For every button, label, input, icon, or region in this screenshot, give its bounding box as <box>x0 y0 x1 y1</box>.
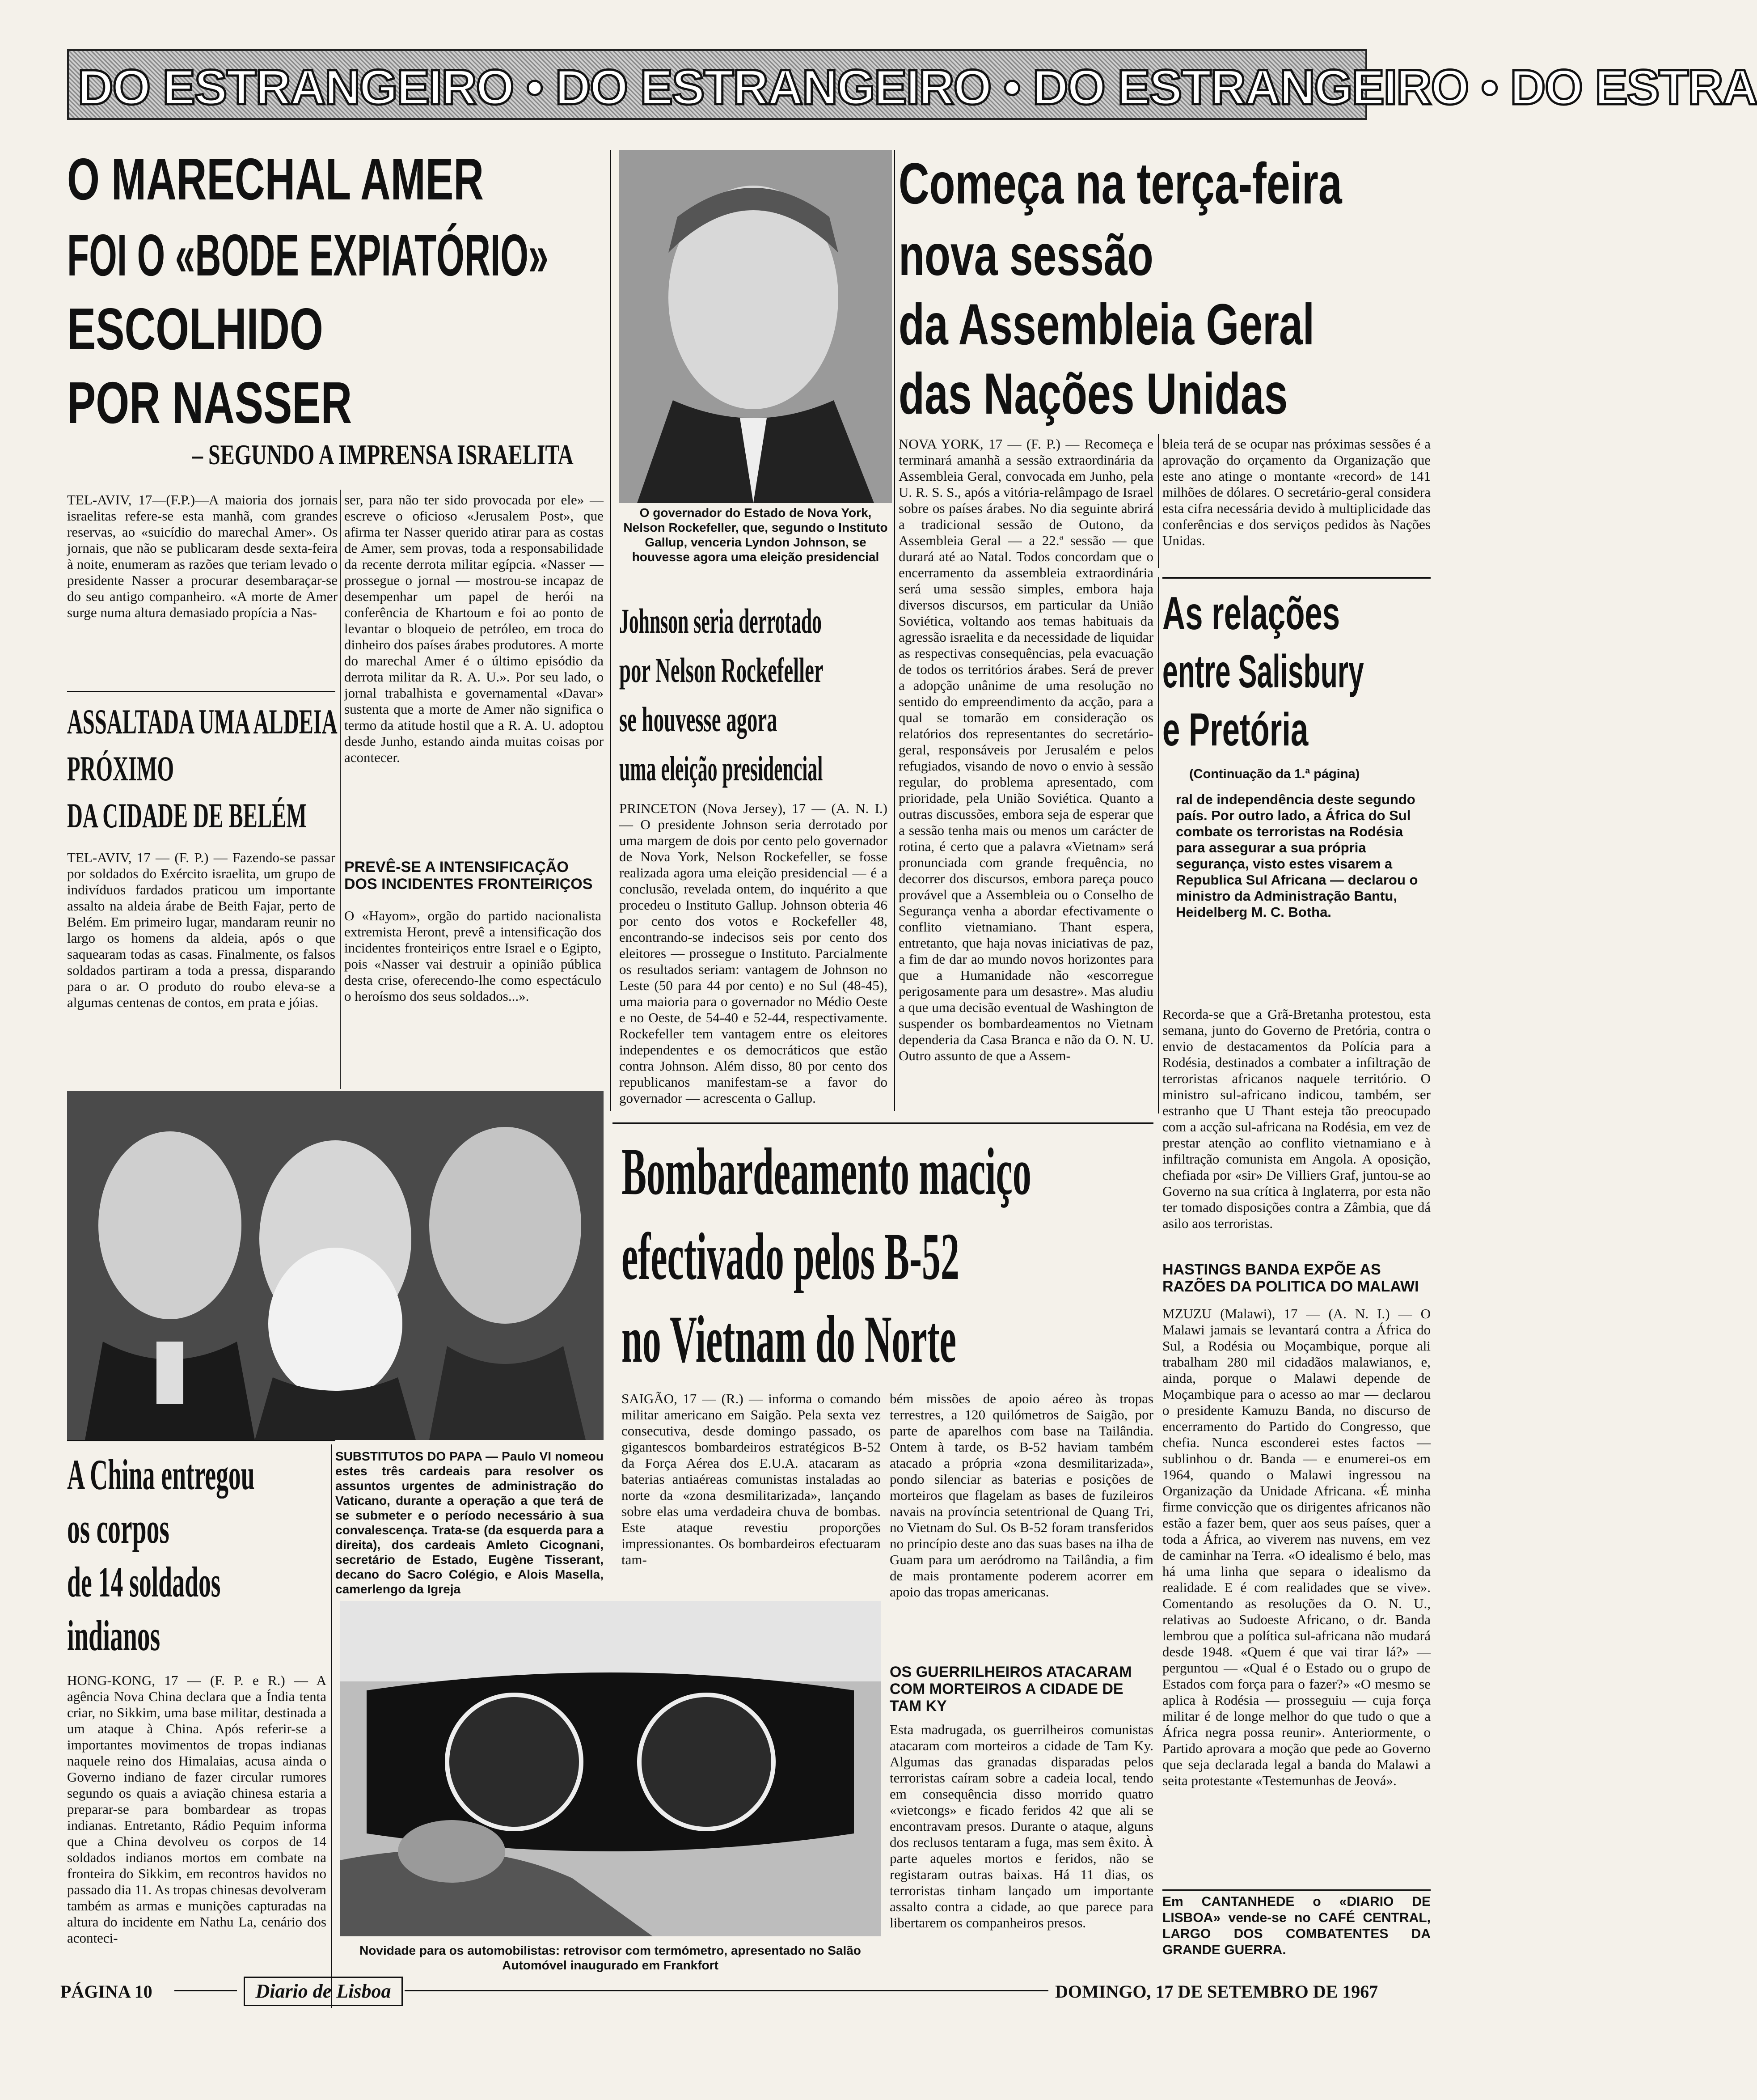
column-rule <box>1158 434 1159 568</box>
cardinals-caption <box>335 1449 604 1596</box>
vietnam-headline-3: no Vietnam do Norte <box>621 1302 956 1376</box>
vietnam-body-col2: bém missões de apoio aéreo às tropas terrestres, a 120 quilómetros de Saigão, por parte de aparelhos com base na Tailândia. Ontem à tarde, os B-52 haviam também atacado a própria «zona desmilitarizada», pondo silenciar as baterias e posições de morteiros que flagelam as bases de fuzileiros navais na província setentrional de Quang Tri, no Vietnam do Sul. Os B-52 foram transferidos no princípio deste ano das suas bases na ilha de Guam para um aeródromo na Tailândia, a fim de mais prontamente poderem acorrer em apoio das tropas americanas. <box>890 1391 1153 1600</box>
amer-headline-2: FOI O «BODE EXPIATÓRIO» <box>67 222 549 288</box>
amer-headline-4: POR NASSER <box>67 370 352 436</box>
section-banner <box>67 49 1757 120</box>
rockefeller-headline-3: se houvesse agora <box>619 700 777 739</box>
salisbury-lead: ral de independência deste segundo país. Por outro lado, a África do Sul combate os terroristas na Rodésia para assegurar a sua própria segurança, visto estes visarem a Republica Sul Africana — declarou o ministro da Administração Bantu, Heidelberg M. C. Botha. <box>1176 792 1418 920</box>
vietnam-body-col2b: Esta madrugada, os guerrilheiros comunistas atacaram com morteiros a cidade de Tam Ky. Algumas das granadas disparadas pelos terroristas caíram sobre a cadeia local, tendo em consequência disso morrido quatro «vietcongs» e ficado feridos 42 que ali se encontravam presos. Durante o ataque, alguns dos reclusos tentaram a fuga, mas sem êxito. À parte aqueles mortos e feridos, não se registaram outras baixas. Há 11 dias, os terroristas tinham lançado um importante assalto contra a cidade, ao que parece para libertarem os companheiros presos. <box>890 1722 1153 1931</box>
divider <box>1162 577 1431 579</box>
salisbury-headline-2: entre Salisbury <box>1162 646 1364 698</box>
column-rule <box>894 150 895 1111</box>
vietnam-headline-1: Bombardeamento maciço <box>621 1135 1031 1209</box>
aldeia-body: TEL-AVIV, 17 — (F. P.) — Fazendo-se passar por soldados do Exército israelita, um grupo de indivíduos fardados praticou um importante assalto na aldeia árabe de Beith Fajar, perto de Belém. Em primeiro lugar, mandaram reunir no largo os homens da aldeia, após o que saquearam todas as casas. Finalmente, os falsos soldados partiram a toda a pressa, disparando para o ar. O produto do roubo eleva-se a algumas centenas de contos, em prata e jóias. <box>67 850 335 1010</box>
cardinals-caption-text: — Paulo VI nomeou estes três cardeais para resolver os assuntos urgentes de administração do Vaticano, durante a operação a que terá de se submeter e o período necessário à sua convalescença. Trata-se (da esquerda para a direita), dos cardeais Amleto Cicognani, secretário de Estado, Eugène Tisserant, decano do Sacro Colégio, e Alois Masella, camerlengo da Igreja <box>335 1449 604 1596</box>
rockefeller-body: PRINCETON (Nova Jersey), 17 — (A. N. I.) — O presidente Johnson seria derrotado por uma margem de dois por cento pelo governador de Nova York, Nelson Rockefeller, se fosse realizada agora uma eleição presidencial — é a conclusão, revelada ontem, do inquérito a que procedeu o Instituto Gallup. Johnson obteria 46 por cento dos votos e Rockefeller 48, encontrando-se indecisos seis por cento dos eleitores — prossegue o Instituto. Parcialmente os resultados seriam: vantagem de Johnson no Leste (50 para 44 por cento) e no Sul (48-45), uma maioria para o governador no Médio Oeste e no Oeste, de 54-40 e 52-44, respectivamente. Rockefeller tem vantagem entre os eleitores independentes e os democráticos que estão contra Johnson. Além disso, 80 por cento dos republicanos manifestam-se a favor do governador — acrescenta o Gallup. <box>619 800 887 1106</box>
vietnam-headline-2: efectivado pelos B-52 <box>621 1219 959 1294</box>
salisbury-headline-3: e Pretória <box>1162 704 1309 756</box>
china-body: HONG-KONG, 17 — (F. P. e R.) — A agência Nova China declara que a Índia tenta criar, no Sikkim, uma base militar, destinada a um ataque à China. Após referir-se a importantes movimentos de tropas indianas naquele reino dos Himalaias, acusa ainda o Governo indiano de fazer circular rumores segundo os quais a aviação chinesa estaria a preparar-se para bombardear as tropas indianas. Entretanto, Rádio Pequim informa que a China devolveu os corpos de 14 soldados indianos mortos em combate na fronteira do Sikkim, em recontros havidos no passado dia 11. As tropas chinesas devolveram também as armas e munições capturadas na altura do incidente em Nathu La, cenário dos aconteci- <box>67 1672 326 1946</box>
rearview-mirror-photo <box>340 1601 881 1936</box>
preve-subhead: PREVÊ-SE A INTENSIFICAÇÃO DOS INCIDENTES FRONTEIRIÇOS <box>344 859 593 893</box>
column-rule <box>340 490 341 1089</box>
aldeia-headline-1: ASSALTADA UMA ALDEIA <box>67 702 338 741</box>
vietnam-body-col1: SAIGÃO, 17 — (R.) — informa o comando militar americano em Saigão. Pela sexta vez consecutiva, desde domingo passado, os gigantescos bombardeiros estratégicos B-52 da Força Aérea dos E.U.A. atacaram as baterias antiaéreas comunistas instaladas ao norte da «zona desmilitarizada», lançando sobre elas uma verdadeira chuva de bombas. Este ataque revestiu proporções impressionantes. Os bombardeiros efectuaram tam- <box>621 1391 881 1567</box>
aldeia-headline-3: DA CIDADE DE BELÉM <box>67 796 307 835</box>
divider <box>67 1440 335 1441</box>
page-number: PÁGINA 10 <box>60 1981 152 2002</box>
onu-headline-1: Começa na terça-feira <box>899 151 1342 216</box>
onu-body-col1: NOVA YORK, 17 — (F. P.) — Recomeça e terminará amanhã a sessão extraordinária da Assembleia Geral, convocada em Junho, pela U. R. S. S., após a vitória-relâmpago de Israel sobre os países árabes. No dia seguinte abrirá a tradicional sessão de Outono, da Assembleia Geral — a 22.ª sessão — que durará até ao Natal. Todos concordam que o encerramento da assembleia extraordinária será uma sessão simples, embora haja diversos discursos, em particular da União Soviética, voltando aos temas habituais da agressão israelita e da necessidade de liquidar as respectivas consequências, pela evacuação de todos os territórios árabes. Será de prever a adopção unânime de uma resolução no sentido do empreendimento da acção, para a qual se tomarão em consideração os relatórios dos representantes do secretário-geral, responsáveis por Jerusalém e pelos refugiados, visando de novo o envio à sessão regular, do problema apresentado, com prioridade, pela União Soviética. Quanto a outras discussões, embora seja de esperar que a sessão tenha mais ou menos um carácter de rotina, é certo que a palavra «Vietnam» será pronunciada com grande frequência, no decorrer dos discursos, embora pareça pouco provável que a Assembleia ou o Conselho de Segurança venha a abordar efectivamente o conflito vietnamiano. Thant espera, entretanto, que haja novas iniciativas de paz, a fim de dar ao mundo novos horizontes para que a Humanidade não «escorregue perigosamente para um desastre». Mas aludiu a que uma decisão eventual de Washington de suspender os bombardeamentos no Vietnam dependeria da Casa Branca e não da O. N. U. Outro assunto de que a Assem- <box>899 436 1153 1063</box>
china-headline-1: A China entregou <box>67 1451 255 1499</box>
banda-body: MZUZU (Malawi), 17 — (A. N. I.) — O Malawi jamais se levantará contra a África do Sul, a Rodésia ou Moçambique, porque ali trabalham 280 mil cidadãos malawianos, e, ainda, porque o Malawi depende de Moçambique para o acesso ao mar — declarou o presidente Kamuzu Banda, no discurso de encerramento do Partido do Congresso, que chefia. Nunca esconderei estes factos — sublinhou o dr. Banda — e enumerei-os em 1964, quando o Malawi ingressou na Organização da Unidade Africana. «É minha firme convicção que os dirigentes africanos não estão a fazer bem, quer aos seus países, quer a toda a África, ao viverem nas nuvens, em vez de caminhar na Terra. «O idealismo é belo, mas há uma linha que separa o idealismo da realidade. E é com realidades que se vive». Comentando as resoluções da O. N. U., relativas ao Sudoeste Africano, o dr. Banda lembrou que a política sul-africana não mudará desde 1948. «Quem é que vai tirar lá?» — perguntou — «Qual é o Estado ou o grupo de Estados com força para o fazer?» «O mesmo se aplica à Rodésia — prosseguiu — cuja força militar é de longe melhor do que tudo o que a África negra possa reunir». Anteriormente, o Partido aprovara a moção que pede ao Governo que seja declarada legal a banda do Malawi a seita protestante «Testemunhas de Jeová». <box>1162 1306 1431 1788</box>
aldeia-headline-2: PRÓXIMO <box>67 749 174 788</box>
amer-headline-3: ESCOLHIDO <box>67 296 323 362</box>
issue-date: DOMINGO, 17 DE SETEMBRO DE 1967 <box>1055 1981 1378 2002</box>
salisbury-headline-1: As relações <box>1162 588 1340 639</box>
rearview-mirror-caption: Novidade para os automobilistas: retrovisor com termómetro, apresentado no Salão Automóvel inaugurado em Frankfort <box>359 1943 861 1972</box>
amer-subhead: – SEGUNDO A IMPRENSA ISRAELITA <box>192 439 574 470</box>
china-headline-4: indianos <box>67 1612 160 1660</box>
amer-body-col1: TEL-AVIV, 17—(F.P.)—A maioria dos jornais israelitas refere-se esta manhã, com grandes reservas, ao «suicídio do marechal Amer». Os jornais, que não se publicaram desde sexta-feira à noite, enumeram as razões que teriam levado o presidente Nasser a procurar desembaraçar-se do seu antigo companheiro. «A morte de Amer surge numa altura demasiado propícia a Nas- <box>67 492 338 620</box>
divider <box>405 1990 1048 1991</box>
china-headline-2: os corpos <box>67 1504 169 1552</box>
column-rule <box>331 1444 332 2008</box>
banda-subhead: HASTINGS BANDA EXPÕE AS RAZÕES DA POLITICA DO MALAWI <box>1162 1261 1419 1295</box>
china-headline-3: de 14 soldados <box>67 1558 221 1606</box>
divider <box>1162 1889 1431 1891</box>
column-rule <box>610 150 611 1111</box>
amer-body-col2: ser, para não ter sido provocada por ele» — escreve o oficioso «Jerusalem Post», que afirma ter Nasser querido atirar para as costas de Amer, sem provas, toda a responsabilidade da recente derrota militar egípcia. «Nasser — prossegue o jornal — mostrou-se incapaz de desempenhar um papel de herói na conferência de Khartoum e foi ao ponto de levantar o bloqueio de petróleo, em troca do dinheiro dos países árabes produtores. A morte do marechal Amer é o último episódio da derrota militar da R. A. U.». Por seu lado, o jornal trabalhista e governamental «Davar» sustenta que a morte de Amer não significa o termo da atitude hostil que a R. A. U. adoptou desde Junho, estando ainda muitas coisas por acontecer. <box>344 492 604 765</box>
banner-text: DO ESTRANGEIRO • DO ESTRANGEIRO • DO ESTRANGEIRO • DO ESTRA <box>78 60 1757 115</box>
cardinals-photo <box>67 1091 604 1440</box>
onu-headline-3: da Assembleia Geral <box>899 292 1315 357</box>
vietnam-subhead: OS GUERRILHEIROS ATACARAM COM MORTEIROS A CIDADE DE TAM KY <box>890 1664 1132 1715</box>
onu-body-col2: bleia terá de se ocupar nas próximas sessões é a aprovação do orçamento da Organização que este ano atinge o montante «record» de 141 milhões de dólares. O secretário-geral considera esta cifra necessária devido à multiplicidade das conferências e dos serviços pedidos às Nações Unidas. <box>1162 436 1431 548</box>
masthead-logo: Diario de Lisboa <box>255 1980 391 2002</box>
preve-body: O «Hayom», orgão do partido nacionalista extremista Heront, prevê a intensificação dos incidentes fronteiriços entre Israel e o Egipto, pois «Nasser vai destruir a opinião pública desta crise, oferecendo-lhe como espectáculo o heroísmo dos seus soldados...». <box>344 908 601 1004</box>
onu-headline-4: das Nações Unidas <box>899 361 1288 426</box>
masthead-plate <box>244 1977 403 2006</box>
cardinals-caption-title: SUBSTITUTOS DO PAPA <box>335 1449 482 1463</box>
rockefeller-caption: O governador do Estado de Nova York, Nelson Rockefeller, que, segundo o Instituto Gallup, venceria Lyndon Johnson, se houvesse agora uma eleição presidencial <box>623 506 888 564</box>
continuation-note: (Continuação da 1.ª página) <box>1189 767 1360 781</box>
divider <box>174 1990 237 1991</box>
salisbury-body: Recorda-se que a Grã-Bretanha protestou, esta semana, junto do Governo de Pretória, contra o envio de destacamentos da Polícia para a Rodésia, destinados a combater a infiltração de terroristas africanos naquele território. O ministro sul-africano indicou, também, ser estranho que U Thant esteja tão preocupado com a acção sul-africana na Rodésia, em vez de prestar atenção ao conflito vietnamiano e à infiltração comunista em Angola. A oposição, chefiada por «sir» De Villiers Graf, juntou-se ao Governo na sua crítica à Inglaterra, por esta não ter tomado disposições contra a Zâmbia, que dá asilo aos terroristas. <box>1162 1006 1431 1231</box>
column-rule <box>1158 577 1159 1114</box>
distribution-notice: Em CANTANHEDE o «DIARIO DE LISBOA» vende-se no CAFÉ CENTRAL, LARGO DOS COMBATENTES DA GRANDE GUERRA. <box>1162 1894 1431 1957</box>
rockefeller-headline-4: uma eleição presidencial <box>619 749 823 788</box>
divider <box>612 1122 1153 1124</box>
onu-headline-2: nova sessão <box>899 222 1153 288</box>
rockefeller-headline-1: Johnson seria derrotado <box>619 601 822 640</box>
rockefeller-photo <box>619 150 892 503</box>
divider <box>67 691 335 692</box>
amer-headline-1: O MARECHAL AMER <box>67 146 484 212</box>
rockefeller-headline-2: por Nelson Rockefeller <box>619 651 824 690</box>
